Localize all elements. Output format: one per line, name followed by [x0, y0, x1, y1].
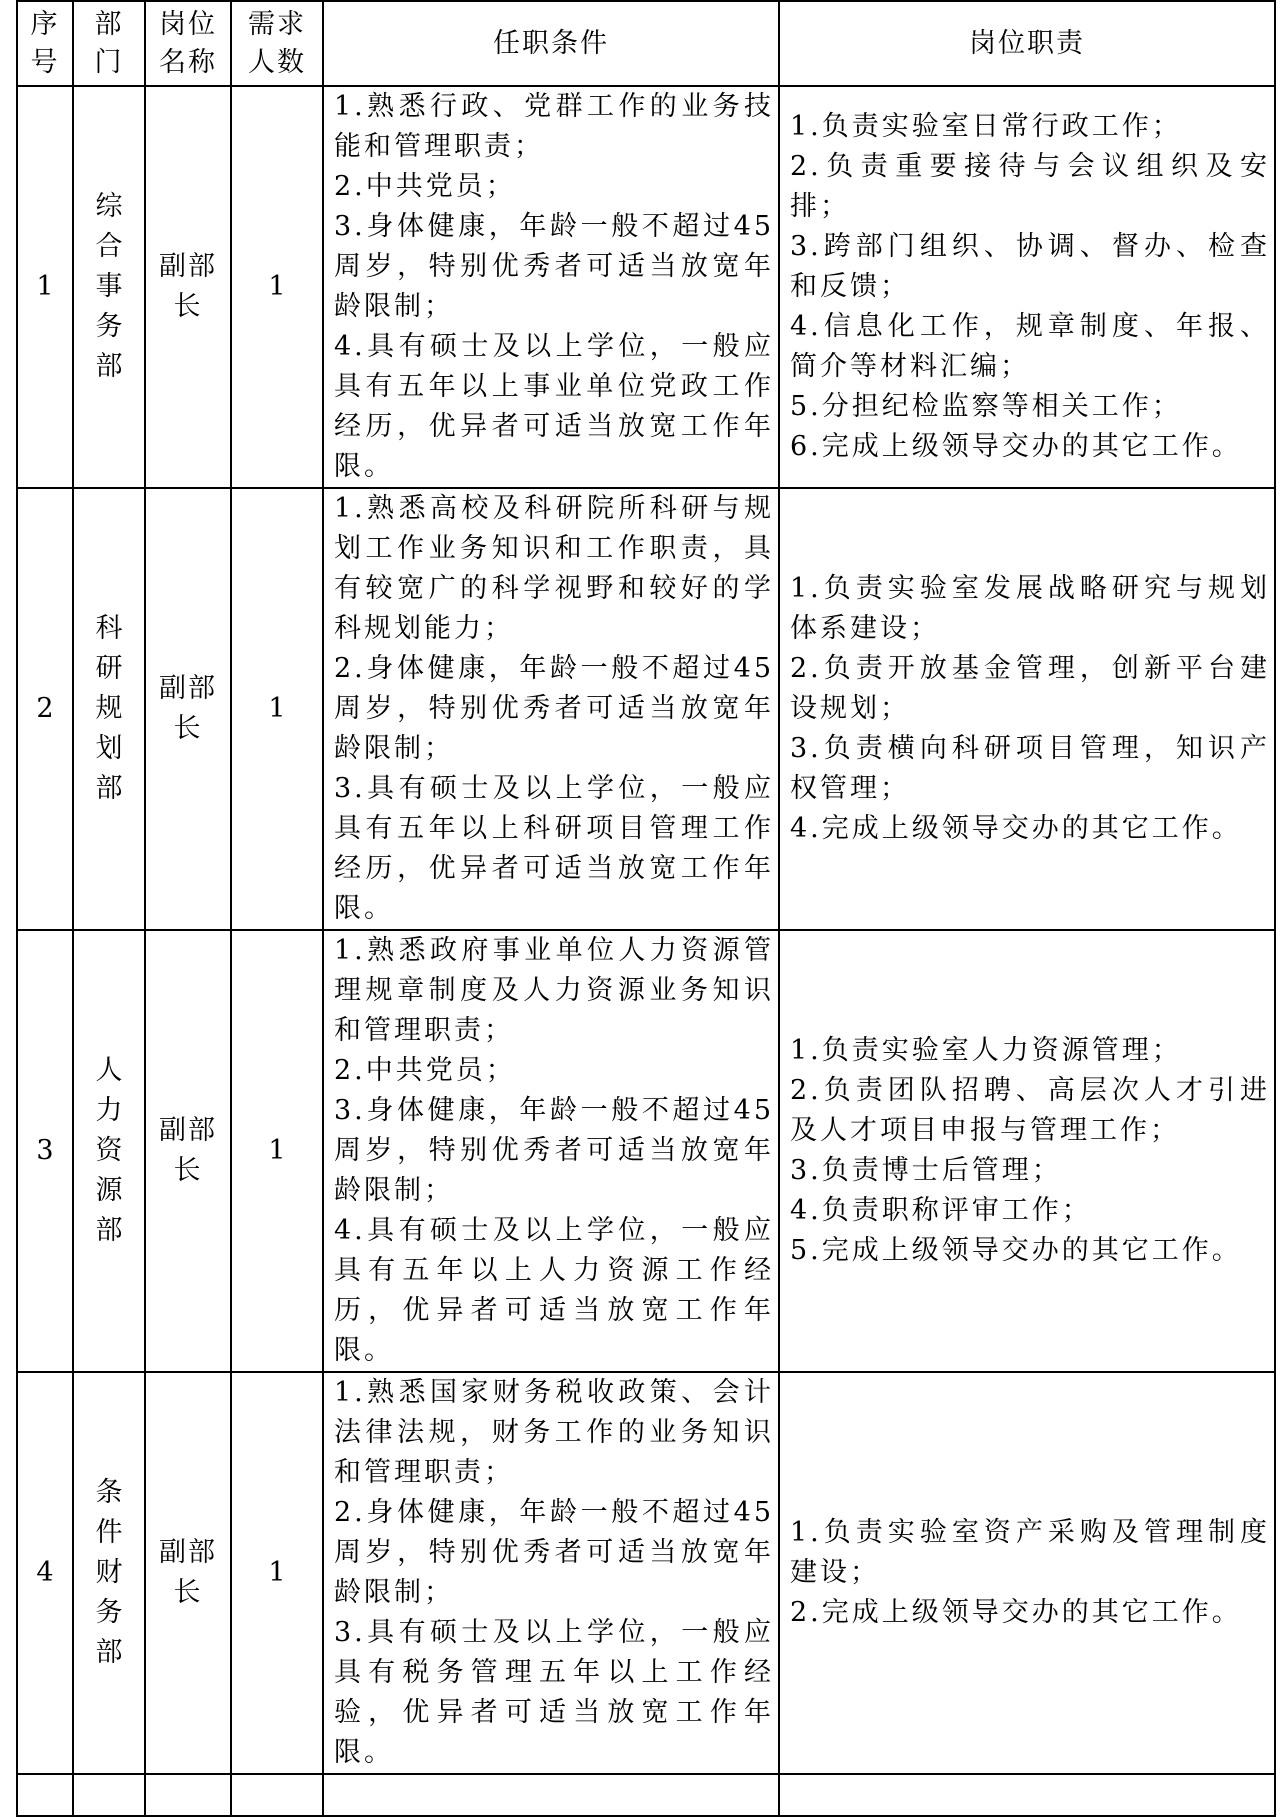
row-index: 1 — [17, 86, 73, 488]
department-char: 财 — [95, 1557, 123, 1588]
table-header-row — [17, 1, 1275, 86]
header-index-line-1: 序 — [30, 8, 60, 40]
duty-item: 4.完成上级领导交办的其它工作。 — [790, 813, 1242, 844]
requirement-item: 4.具有硕士及以上学位，一般应具有五年以上人力资源工作经历，优异者可适当放宽工作年限。 — [334, 1215, 774, 1366]
empty-cell — [17, 1774, 73, 1816]
duty-item: 2.负责团队招聘、高层次人才引进及人才项目申报与管理工作； — [790, 1075, 1270, 1146]
row-department — [73, 488, 145, 930]
department-char: 件 — [95, 1517, 123, 1548]
row-position — [145, 86, 231, 488]
duty-item: 5.完成上级领导交办的其它工作。 — [790, 1235, 1242, 1266]
header-duties: 岗位职责 — [779, 1, 1275, 86]
department-char: 部 — [95, 1215, 123, 1246]
empty-cell — [231, 1774, 323, 1816]
row-requirements — [323, 1372, 779, 1774]
duty-item: 2.完成上级领导交办的其它工作。 — [790, 1597, 1242, 1628]
row-position — [145, 488, 231, 930]
duty-item: 2.负责重要接待与会议组织及安排； — [790, 151, 1270, 222]
requirement-item: 2.中共党员； — [334, 1055, 516, 1086]
requirement-item: 3.身体健康，年龄一般不超过45周岁，特别优秀者可适当放宽年龄限制； — [334, 1095, 774, 1206]
department-char: 部 — [95, 773, 123, 804]
department-char: 资 — [95, 1135, 123, 1166]
row-requirements — [323, 488, 779, 930]
header-index — [17, 1, 73, 86]
table-row — [17, 86, 1275, 488]
row-department — [73, 86, 145, 488]
requirement-item: 2.身体健康，年龄一般不超过45周岁，特别优秀者可适当放宽年龄限制； — [334, 1497, 774, 1608]
requirement-item: 2.中共党员； — [334, 171, 516, 202]
job-table-sheet — [16, 0, 1274, 1817]
requirement-item: 3.身体健康，年龄一般不超过45周岁，特别优秀者可适当放宽年龄限制； — [334, 211, 774, 322]
row-index: 4 — [17, 1372, 73, 1774]
row-headcount: 1 — [231, 86, 323, 488]
duty-item: 1.负责实验室发展战略研究与规划体系建设； — [790, 573, 1270, 644]
empty-cell — [145, 1774, 231, 1816]
empty-cell — [779, 1774, 1275, 1816]
department-char: 部 — [95, 1637, 123, 1668]
requirement-item: 1.熟悉国家财务税收政策、会计法律法规，财务工作的业务知识和管理职责； — [334, 1377, 774, 1488]
empty-cell — [323, 1774, 779, 1816]
position-line: 长 — [173, 713, 203, 744]
duty-item: 3.负责横向科研项目管理，知识产权管理； — [790, 733, 1270, 804]
table-row-continued — [17, 1774, 1275, 1816]
duty-item: 1.负责实验室人力资源管理； — [790, 1035, 1182, 1066]
duty-item: 1.负责实验室日常行政工作； — [790, 111, 1182, 142]
header-department-line-2: 门 — [94, 46, 124, 78]
table-row — [17, 488, 1275, 930]
table-row — [17, 1372, 1275, 1774]
duty-item: 4.负责职称评审工作； — [790, 1195, 1092, 1226]
empty-cell — [73, 1774, 145, 1816]
duty-item: 2.负责开放基金管理，创新平台建设规划； — [790, 653, 1270, 724]
requirement-item: 2.身体健康，年龄一般不超过45周岁，特别优秀者可适当放宽年龄限制； — [334, 653, 774, 764]
department-char: 人 — [95, 1055, 123, 1086]
header-index-line-2: 号 — [30, 46, 60, 78]
department-char: 研 — [95, 653, 123, 684]
department-char: 务 — [95, 1597, 123, 1628]
duty-item: 1.负责实验室资产采购及管理制度建设； — [790, 1517, 1270, 1588]
job-requirements-table — [16, 0, 1276, 1817]
requirement-item: 1.熟悉高校及科研院所科研与规划工作业务知识和工作职责，具有较宽广的科学视野和较好的学科规划能力； — [334, 493, 774, 644]
duty-item: 6.完成上级领导交办的其它工作。 — [790, 431, 1242, 462]
department-char: 源 — [95, 1175, 123, 1206]
requirement-item: 3.具有硕士及以上学位，一般应具有税务管理五年以上工作经验，优异者可适当放宽工作年限。 — [334, 1617, 774, 1768]
department-char: 务 — [95, 311, 123, 342]
department-char: 综 — [95, 191, 123, 222]
department-char: 力 — [95, 1095, 123, 1126]
header-headcount-line-1: 需求 — [248, 8, 306, 40]
row-duties — [779, 1372, 1275, 1774]
duty-item: 5.分担纪检监察等相关工作； — [790, 391, 1182, 422]
position-line: 长 — [173, 1155, 203, 1186]
position-line: 长 — [173, 1577, 203, 1608]
row-position — [145, 930, 231, 1372]
department-char: 部 — [95, 351, 123, 382]
row-requirements — [323, 86, 779, 488]
row-headcount: 1 — [231, 488, 323, 930]
department-char: 事 — [95, 271, 123, 302]
header-requirements: 任职条件 — [323, 1, 779, 86]
header-position — [145, 1, 231, 86]
row-headcount: 1 — [231, 930, 323, 1372]
row-department — [73, 1372, 145, 1774]
duty-item: 3.跨部门组织、协调、督办、检查和反馈； — [790, 231, 1270, 302]
header-department — [73, 1, 145, 86]
row-duties — [779, 930, 1275, 1372]
table-row — [17, 930, 1275, 1372]
row-index: 3 — [17, 930, 73, 1372]
row-duties — [779, 488, 1275, 930]
department-char: 科 — [95, 613, 123, 644]
requirement-item: 1.熟悉政府事业单位人力资源管理规章制度及人力资源业务知识和管理职责； — [334, 935, 774, 1046]
row-headcount: 1 — [231, 1372, 323, 1774]
row-index: 2 — [17, 488, 73, 930]
header-position-line-2: 名称 — [159, 46, 217, 78]
requirement-item: 4.具有硕士及以上学位，一般应具有五年以上事业单位党政工作经历，优异者可适当放宽工作年限。 — [334, 331, 774, 482]
header-headcount — [231, 1, 323, 86]
department-char: 合 — [95, 231, 123, 262]
department-char: 规 — [95, 693, 123, 724]
header-department-line-1: 部 — [94, 8, 124, 40]
department-char: 划 — [95, 733, 123, 764]
row-requirements — [323, 930, 779, 1372]
requirement-item: 1.熟悉行政、党群工作的业务技能和管理职责； — [334, 91, 774, 162]
position-line: 副部 — [159, 1115, 217, 1146]
position-line: 副部 — [159, 251, 217, 282]
header-position-line-1: 岗位 — [159, 8, 217, 40]
duty-item: 4.信息化工作，规章制度、年报、简介等材料汇编； — [790, 311, 1270, 382]
requirement-item: 3.具有硕士及以上学位，一般应具有五年以上科研项目管理工作经历，优异者可适当放宽工作年限。 — [334, 773, 774, 924]
position-line: 长 — [173, 291, 203, 322]
header-headcount-line-2: 人数 — [248, 46, 306, 78]
position-line: 副部 — [159, 673, 217, 704]
row-position — [145, 1372, 231, 1774]
row-department — [73, 930, 145, 1372]
row-duties — [779, 86, 1275, 488]
position-line: 副部 — [159, 1537, 217, 1568]
department-char: 条 — [95, 1477, 123, 1508]
duty-item: 3.负责博士后管理； — [790, 1155, 1062, 1186]
